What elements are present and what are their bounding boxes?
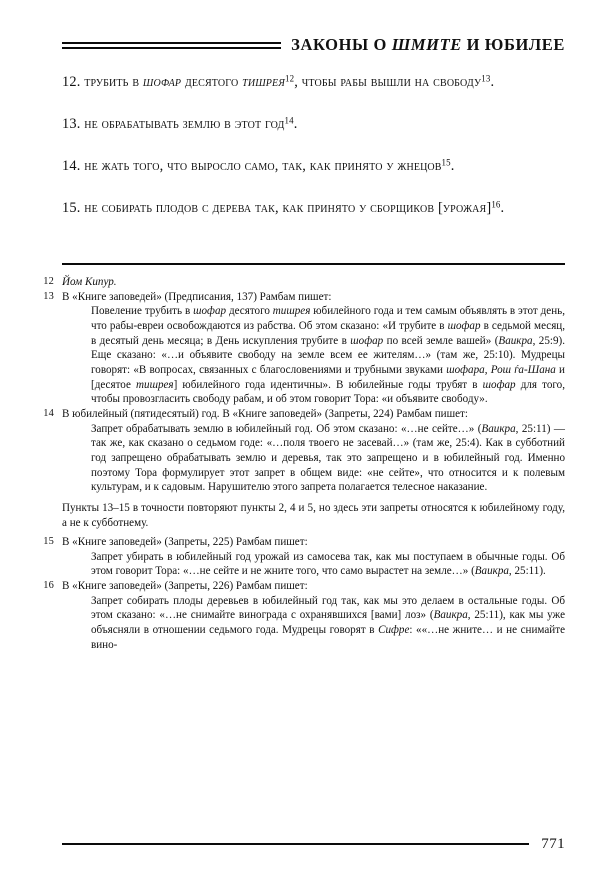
commandment-text-13-b: . bbox=[293, 116, 298, 132]
footnote-marker-12: 12 bbox=[285, 73, 295, 84]
commandment-item-13 bbox=[62, 114, 565, 135]
footnote-16-quote: Запрет собирать плоды деревьев в юбилейный год так, как мы это делаем в остальные годы. Об этом сказано: «…не снимайте винограда с охранявшихся [вами] лоз» (Ваикра, 25:11), как мы уже объясняли в отношении седьмого года. Мудрецы говорят в Сифре: ««…не жните… и не снимайте вино- bbox=[91, 594, 565, 651]
page-number: 771 bbox=[541, 835, 565, 852]
running-head-part-1: ЗАКОНЫ О bbox=[291, 34, 392, 54]
commandment-text-12-c: , чтобы рабы вышли на свободу bbox=[294, 74, 482, 90]
footnote-15-lead: В «Книге заповедей» (Запреты, 225) Рамбам пишет: bbox=[62, 536, 308, 549]
running-head-rule bbox=[62, 42, 281, 50]
footnote-15-number: 15 bbox=[43, 536, 54, 548]
footnote-16-lead: В «Книге заповедей» (Запреты, 226) Рамбам пишет: bbox=[62, 580, 308, 593]
commandment-number-15: 15. bbox=[62, 200, 81, 216]
commandment-text-13-a: не обрабатывать землю в этот год bbox=[80, 116, 285, 132]
footnote-13-quote: Повеление трубить в шофар десятого тишрея юбилейного года и тем самым объявлять в этот день, что рабы-евреи освобождаются из рабства. Об этом сказано: «И трубите в шофар в седьмой месяц, в десятый день месяца; в День искупления трубите в шофар по всей земле вашей» (Ваикра, 25:9). Еще сказано: «…и объявите свободу на земле всем ее жителям…» (там же, 25:10). Мудрецы говорят: «В вопросах, связанных с благословениями и трубными звуками шофара, Рош ѓа-Шана и [десятое тишрея] юбилейного года идентичны». В юбилейные годы трубят в шофар для того, чтобы провозгласить свободу рабам, и об этом говорит Тора: «и объявите свободу». bbox=[91, 305, 566, 406]
footnote-14-number: 14 bbox=[43, 407, 54, 419]
commandment-text-14-b: . bbox=[450, 158, 455, 174]
commandment-item-12 bbox=[62, 72, 565, 93]
footnote-list bbox=[34, 275, 565, 652]
commandment-text-15-a: не собирать плодов с дерева так, как принято у сборщиков [урожая] bbox=[80, 200, 492, 216]
footnote-marker-16: 16 bbox=[491, 199, 501, 210]
footnote-12 bbox=[34, 275, 565, 290]
footnote-13-number: 13 bbox=[43, 290, 54, 302]
commandment-text-15-b: . bbox=[500, 200, 505, 216]
commandment-item-15 bbox=[62, 198, 565, 219]
footnote-12-italic-text: Йом Кипур. bbox=[62, 276, 117, 288]
commandment-text-12-a: трубить в bbox=[80, 74, 143, 90]
footnote-marker-15: 15 bbox=[441, 157, 451, 168]
footnote-12-text bbox=[62, 275, 565, 290]
commandment-item-14 bbox=[62, 156, 565, 177]
commandment-text-14-a: не жать того, что выросло само, так, как принято у жнецов bbox=[80, 158, 442, 174]
footnote-13-lead: В «Книге заповедей» (Предписания, 137) Рамбам пишет: bbox=[62, 290, 332, 303]
footnote-separator-rule bbox=[62, 263, 565, 265]
footnote-14 bbox=[34, 407, 565, 530]
footnote-13 bbox=[34, 290, 565, 407]
folio-rule bbox=[62, 843, 529, 845]
commandment-number-13: 13. bbox=[62, 116, 81, 132]
running-head-title bbox=[291, 34, 565, 54]
running-head-italic-word: ШМИТЕ bbox=[391, 34, 462, 54]
commandment-text-12-italic-tishrei: тишрея bbox=[242, 74, 286, 90]
commandment-list bbox=[62, 72, 565, 240]
running-head bbox=[62, 32, 565, 58]
commandment-number-14: 14. bbox=[62, 158, 81, 174]
footnote-16 bbox=[34, 579, 565, 652]
footnote-15 bbox=[34, 535, 565, 579]
commandment-text-12-italic-shofar: шофар bbox=[142, 74, 182, 90]
footnote-15-quote: Запрет убирать в юбилейный год урожай из самосева так, как мы поступаем в обычные годы. Об этом говорит Тора: «…не сейте и не жните того, что само вырастет на земле…» (Ваикра, 25:11). bbox=[91, 550, 565, 578]
footnote-14-lead: В юбилейный (пятидесятый) год. В «Книге заповедей» (Запреты, 224) Рамбам пишет: bbox=[62, 407, 468, 420]
footnote-14-quote: Запрет обрабатывать землю в юбилейный год. Об этом сказано: «…не сейте…» (Ваикра, 25:11) — так же, как сказано о седьмом годе: «…поля твоего не засевай…» (там же, 25:4). Как в субботний год запрещено обрабатывать землю и деревья, так это запрещено и в юбилейный год. Именно поэтому Тора формулирует этот запрет в общем виде: «не сейте», что относится и к полевым культурам, и к садовым. Нарушителю этого запрета полагается телесное наказание. bbox=[91, 422, 565, 494]
page-footer bbox=[62, 834, 565, 854]
footnote-marker-14: 14 bbox=[284, 115, 294, 126]
commandment-number-12: 12. bbox=[62, 74, 81, 90]
footnote-16-number: 16 bbox=[43, 580, 54, 592]
footnote-12-number: 12 bbox=[43, 276, 54, 287]
footnote-marker-13: 13 bbox=[481, 73, 491, 84]
commandment-text-12-b: десятого bbox=[181, 74, 243, 90]
footnote-14-note: Пункты 13–15 в точности повторяют пункты 2, 4 и 5, но здесь эти запреты относятся к юбилейному году, а не к субботнему. bbox=[62, 501, 565, 529]
commandment-text-12-d: . bbox=[490, 74, 495, 90]
running-head-part-2: И ЮБИЛЕЕ bbox=[461, 34, 565, 54]
